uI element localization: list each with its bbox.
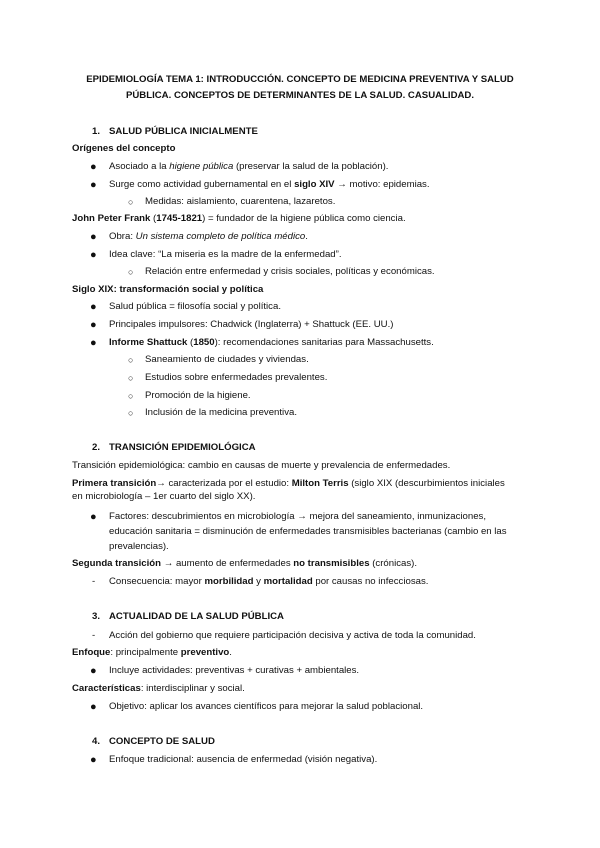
list-item: Consecuencia: mayor morbilidad y mortalidad por causas no infecciosas. — [109, 576, 429, 587]
section-4-number: 4. — [92, 736, 101, 747]
section-1-heading: SALUD PÚBLICA INICIALMENTE — [109, 126, 258, 137]
title-line-2: PÚBLICA. CONCEPTOS DE DETERMINANTES DE LA SALUD. CASUALIDAD. — [125, 90, 475, 101]
circle-bullet-icon: ○ — [128, 408, 134, 418]
section-2-number: 2. — [92, 442, 101, 453]
circle-bullet-icon: ○ — [128, 267, 134, 277]
first-transition-line-1: Primera transición→ caracterizada por el estudio: Milton Terris (siglo XIX (descurbimientos iniciales — [72, 478, 505, 489]
list-item: Enfoque tradicional: ausencia de enfermedad (visión negativa). — [109, 754, 378, 765]
document-title — [60, 72, 540, 104]
list-item: Acción del gobierno que requiere participación decisiva y activa de toda la comunidad. — [109, 630, 476, 641]
title-line-1: EPIDEMIOLOGÍA TEMA 1: INTRODUCCIÓN. CONCEPTO DE MEDICINA PREVENTIVA Y SALUD — [86, 74, 514, 85]
list-item: Idea clave: “La miseria es la madre de la enfermedad”. — [109, 249, 342, 260]
section-4-heading: CONCEPTO DE SALUD — [109, 736, 215, 747]
circle-bullet-icon: ○ — [128, 373, 134, 383]
origins-subheading: Orígenes del concepto — [72, 143, 176, 154]
factors-line-2: educación sanitaria = disminución de enfermedades transmisibles bacterianas (cambio en las — [109, 526, 507, 537]
list-item: Informe Shattuck (1850): recomendaciones sanitarias para Massachusetts. — [109, 337, 434, 348]
bullet-icon: ● — [90, 511, 97, 523]
list-item: Relación entre enfermedad y crisis sociales, políticas y económicas. — [145, 266, 435, 277]
bullet-icon: ● — [90, 754, 97, 766]
list-item: Salud pública = filosofía social y política. — [109, 301, 281, 312]
list-item: Promoción de la higiene. — [145, 390, 251, 401]
list-item: Inclusión de la medicina preventiva. — [145, 407, 297, 418]
bullet-icon: ● — [90, 319, 97, 331]
caracteristicas-paragraph: Características: interdisciplinar y social. — [72, 683, 245, 694]
bullet-icon: ● — [90, 337, 97, 349]
frank-paragraph: John Peter Frank (1745-1821) = fundador de la higiene pública como ciencia. — [72, 213, 406, 224]
first-transition-line-2: en microbiología – 1er cuarto del siglo XX). — [72, 491, 256, 502]
bullet-icon: ● — [90, 161, 97, 173]
enfoque-paragraph: Enfoque: principalmente preventivo. — [72, 647, 232, 658]
bullet-icon: ● — [90, 301, 97, 313]
bullet-icon: ● — [90, 249, 97, 261]
dash-bullet-icon: - — [92, 630, 96, 641]
list-item: Estudios sobre enfermedades prevalentes. — [145, 372, 328, 383]
list-item: Principales impulsores: Chadwick (Inglaterra) + Shattuck (EE. UU.) — [109, 319, 394, 330]
list-item: Objetivo: aplicar los avances científicos para mejorar la salud poblacional. — [109, 701, 424, 712]
circle-bullet-icon: ○ — [128, 355, 134, 365]
list-item: Medidas: aislamiento, cuarentena, lazaretos. — [145, 196, 336, 207]
siglo-xix-subheading: Siglo XIX: transformación social y política — [72, 284, 264, 295]
circle-bullet-icon: ○ — [128, 197, 134, 207]
circle-bullet-icon: ○ — [128, 391, 134, 401]
transition-definition: Transición epidemiológica: cambio en causas de muerte y prevalencia de enfermedades. — [72, 460, 451, 471]
bullet-icon: ● — [90, 179, 97, 191]
section-3-heading: ACTUALIDAD DE LA SALUD PÚBLICA — [109, 611, 284, 622]
section-2-heading: TRANSICIÓN EPIDEMIOLÓGICA — [109, 442, 256, 453]
list-item: Saneamiento de ciudades y viviendas. — [145, 354, 309, 365]
factors-line-1: Factores: descubrimientos en microbiología → mejora del saneamiento, inmunizaciones, — [109, 511, 487, 522]
list-item: Surge como actividad gubernamental en el siglo XIV → motivo: epidemias. — [109, 179, 430, 190]
bullet-icon: ● — [90, 665, 97, 677]
list-item: Asociado a la higiene pública (preservar la salud de la población). — [109, 161, 389, 172]
bullet-icon: ● — [90, 701, 97, 713]
list-item: Incluye actividades: preventivas + curativas + ambientales. — [109, 665, 360, 676]
list-item: Obra: Un sistema completo de política médico. — [109, 231, 308, 242]
bullet-icon: ● — [90, 231, 97, 243]
second-transition: Segunda transición → aumento de enfermedades no transmisibles (crónicas). — [72, 558, 417, 569]
factors-line-3: prevalencias). — [109, 541, 169, 552]
section-3-number: 3. — [92, 611, 101, 622]
dash-bullet-icon: - — [92, 576, 96, 587]
section-1-number: 1. — [92, 126, 101, 137]
